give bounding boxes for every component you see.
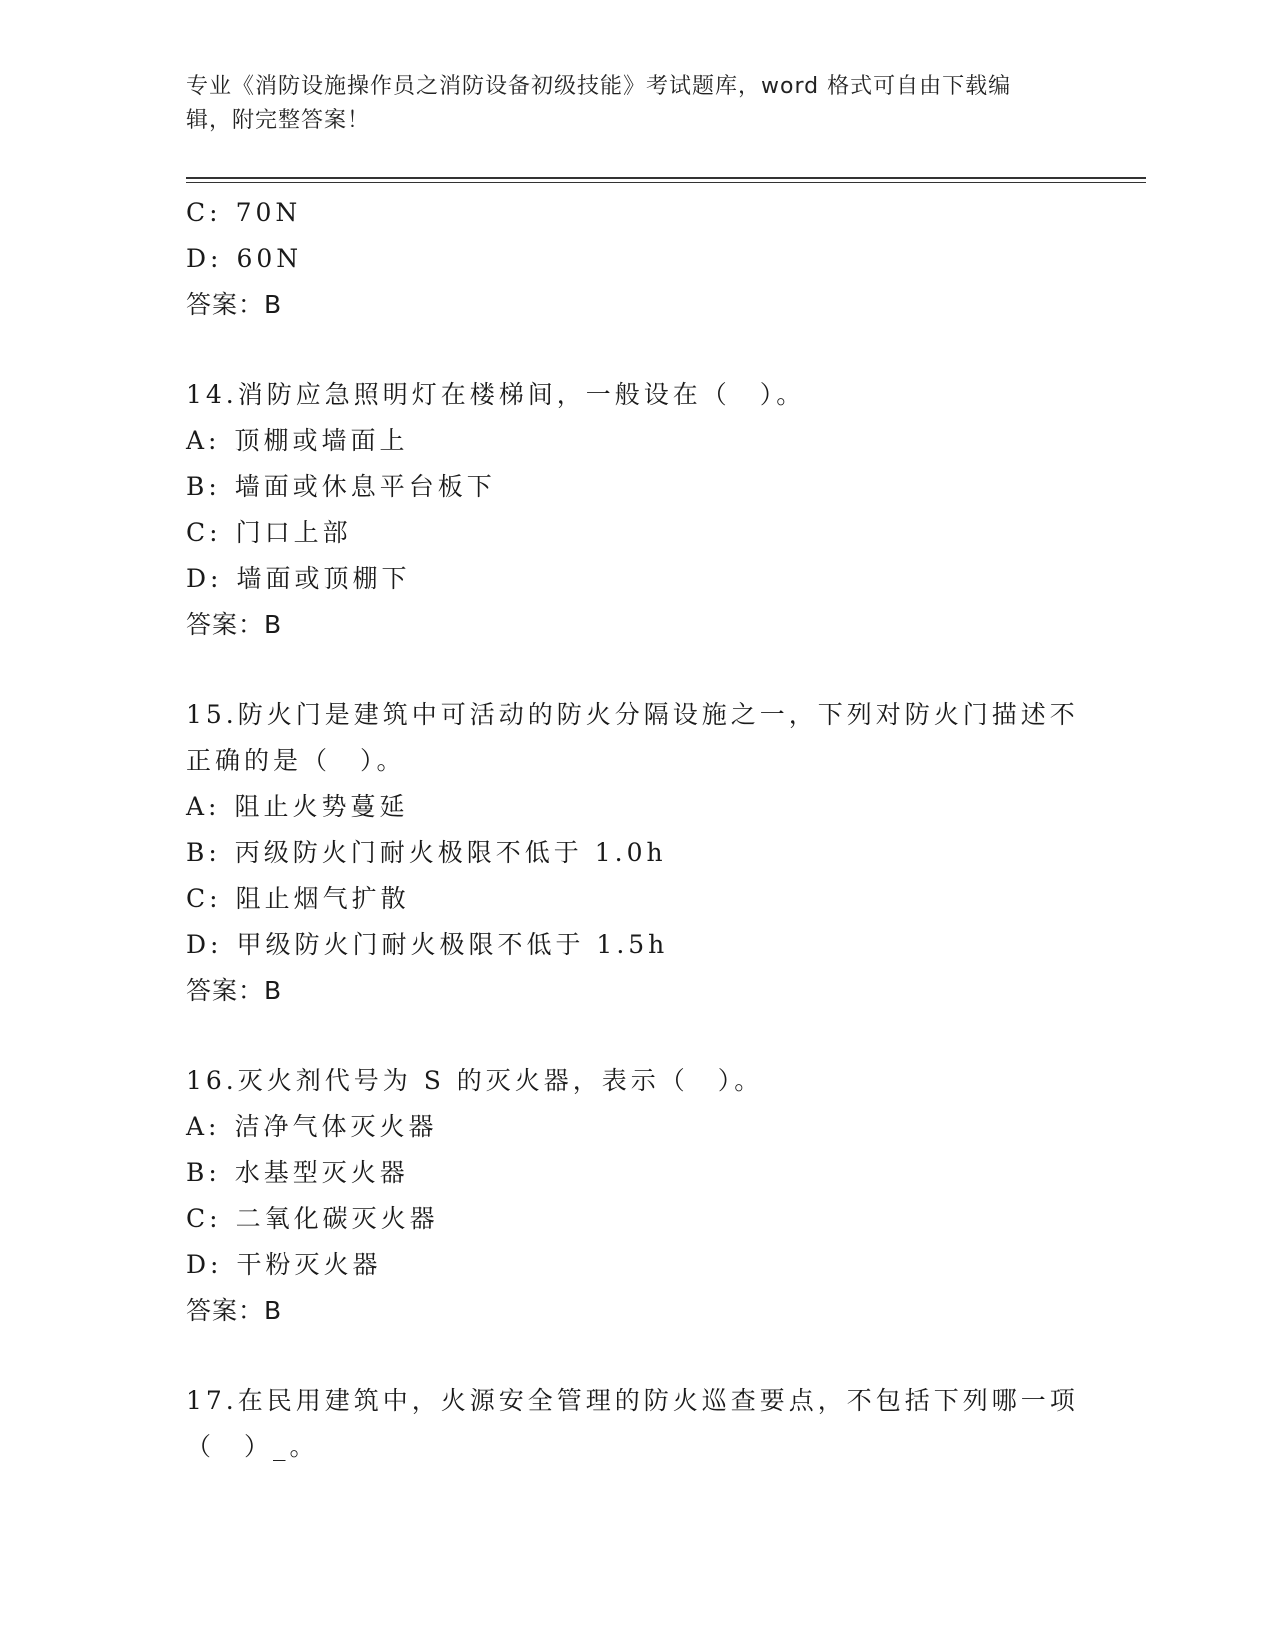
question-text-continued: （ ）_。 <box>186 1432 319 1461</box>
option-label: D: <box>186 930 223 959</box>
option-text: 60N <box>236 244 303 273</box>
option-c <box>186 1196 1086 1242</box>
page-header <box>186 70 1066 138</box>
option-c <box>186 876 1086 922</box>
option-a <box>186 1104 1086 1150</box>
option-a <box>186 418 1086 464</box>
header-rule-thick <box>186 177 1146 179</box>
option-d <box>186 556 1086 602</box>
question-text: 17.在民用建筑中，火源安全管理的防火巡查要点，不包括下列哪一项 <box>186 1386 1079 1415</box>
option-label: C: <box>186 198 222 227</box>
option-text: 墙面或顶棚下 <box>236 564 411 593</box>
option-text: 干粉灭火器 <box>236 1250 382 1279</box>
question-17 <box>186 1378 1086 1470</box>
header-rule-thin <box>186 182 1146 183</box>
question-15 <box>186 692 1086 1014</box>
question-16 <box>186 1058 1086 1334</box>
question-text-continued: 正确的是（ ）。 <box>186 746 406 775</box>
option-a <box>186 784 1086 830</box>
option-label: C: <box>186 884 222 913</box>
question-content <box>186 190 1086 1470</box>
answer-line: 答案：B <box>186 290 283 319</box>
option-label: A: <box>186 1112 221 1141</box>
option-label: B: <box>186 838 221 867</box>
option-d <box>186 1242 1086 1288</box>
option-text: 洁净气体灭火器 <box>234 1112 438 1141</box>
question-text: 16.灭火剂代号为 S 的灭火器，表示（ ）。 <box>186 1066 764 1095</box>
question-text: 15.防火门是建筑中可活动的防火分隔设施之一，下列对防火门描述不 <box>186 700 1079 729</box>
question-text: 14.消防应急照明灯在楼梯间，一般设在（ ）。 <box>186 380 806 409</box>
option-label: D: <box>186 1250 223 1279</box>
option-label: B: <box>186 472 221 501</box>
question-14 <box>186 372 1086 648</box>
option-text: 阻止火势蔓延 <box>234 792 409 821</box>
option-text: 顶棚或墙面上 <box>234 426 409 455</box>
option-text: 水基型灭火器 <box>234 1158 409 1187</box>
option-c <box>186 190 1086 236</box>
option-label: B: <box>186 1158 221 1187</box>
answer-line: 答案：B <box>186 976 283 1005</box>
option-label: C: <box>186 518 222 547</box>
option-b <box>186 830 1086 876</box>
option-b <box>186 464 1086 510</box>
option-label: D: <box>186 564 223 593</box>
option-text: 墙面或休息平台板下 <box>234 472 496 501</box>
option-b <box>186 1150 1086 1196</box>
option-text: 丙级防火门耐火极限不低于 1.0h <box>234 838 667 867</box>
option-d <box>186 236 1086 282</box>
option-text: 二氧化碳灭火器 <box>235 1204 439 1233</box>
option-label: A: <box>186 426 221 455</box>
option-label: C: <box>186 1204 222 1233</box>
option-text: 阻止烟气扩散 <box>235 884 410 913</box>
option-text: 甲级防火门耐火极限不低于 1.5h <box>236 930 669 959</box>
option-d <box>186 922 1086 968</box>
header-line-1: 专业《消防设施操作员之消防设备初级技能》考试题库，word 格式可自由下载编 <box>186 74 1012 99</box>
option-text: 门口上部 <box>235 518 352 547</box>
option-text: 70N <box>235 198 302 227</box>
answer-line: 答案：B <box>186 1296 283 1325</box>
option-label: A: <box>186 792 221 821</box>
option-label: D: <box>186 244 223 273</box>
header-line-2: 辑，附完整答案！ <box>186 108 371 133</box>
answer-line: 答案：B <box>186 610 283 639</box>
option-c <box>186 510 1086 556</box>
